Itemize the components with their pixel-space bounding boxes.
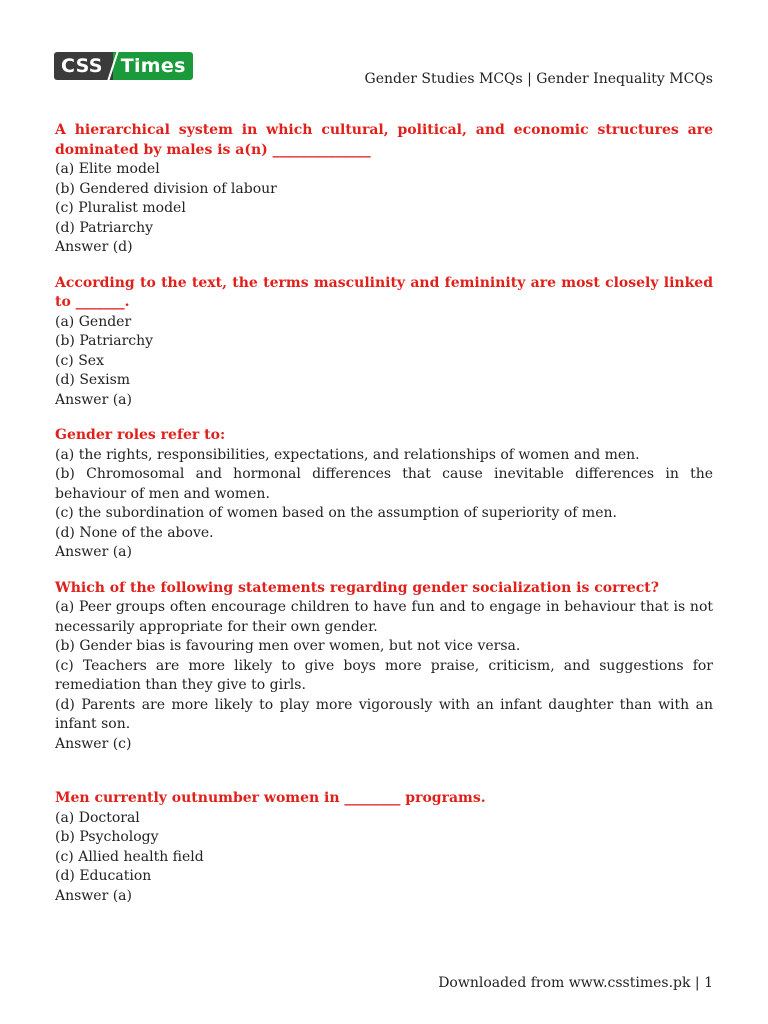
question-block <box>55 274 713 411</box>
answer-text: Answer (a) <box>55 887 132 904</box>
question-block <box>55 579 713 755</box>
question-text: According to the text, the terms masculinity and femininity are most closely linked to _______. <box>55 274 713 310</box>
option-a: (a) Peer groups often encourage children to have fun and to engage in behaviour that is not necessarily appropriate for their own gender. <box>55 599 713 635</box>
option-c: (c) Allied health field <box>55 848 204 865</box>
answer-text: Answer (a) <box>55 391 132 408</box>
question-text: Which of the following statements regarding gender socialization is correct? <box>55 579 659 596</box>
option-d: (d) None of the above. <box>55 524 214 541</box>
logo-times-text: Times <box>113 52 193 80</box>
option-d: (d) Patriarchy <box>55 219 154 236</box>
question-block <box>55 121 713 258</box>
option-d: (d) Sexism <box>55 372 131 388</box>
logo-css-text: CSS <box>54 52 113 80</box>
answer-text: Answer (a) <box>55 544 132 560</box>
mcq-list <box>55 121 713 922</box>
option-c: (c) Pluralist model <box>55 200 186 216</box>
option-a: (a) the rights, responsibilities, expectations, and relationships of women and men. <box>55 446 640 463</box>
option-a: (a) Gender <box>55 313 132 330</box>
option-a: (a) Elite model <box>55 161 160 177</box>
question-text: Men currently outnumber women in ________ programs. <box>55 790 486 806</box>
option-b: (b) Psychology <box>55 829 159 845</box>
option-b: (b) Gendered division of labour <box>55 180 277 197</box>
option-c: (c) the subordination of women based on the assumption of superiority of men. <box>55 505 617 521</box>
answer-text: Answer (d) <box>55 239 133 255</box>
option-a: (a) Doctoral <box>55 809 140 826</box>
question-block <box>55 789 713 906</box>
csstimes-logo <box>54 52 193 80</box>
option-c: (c) Sex <box>55 352 104 369</box>
option-b: (b) Chromosomal and hormonal differences that cause inevitable differences in the behaviour of men and women. <box>55 466 713 502</box>
option-d: (d) Education <box>55 868 152 884</box>
option-d: (d) Parents are more likely to play more vigorously with an infant daughter than with an infant son. <box>55 696 713 732</box>
question-text: Gender roles refer to: <box>55 427 226 443</box>
answer-text: Answer (c) <box>55 735 132 752</box>
page-footer: Downloaded from www.csstimes.pk | 1 <box>438 975 713 991</box>
question-text: A hierarchical system in which cultural, political, and economic structures are dominated by males is a(n) ______________ <box>55 122 713 158</box>
option-b: (b) Gender bias is favouring men over women, but not vice versa. <box>55 638 521 654</box>
page-header-title: Gender Studies MCQs | Gender Inequality MCQs <box>364 71 713 87</box>
option-c: (c) Teachers are more likely to give boys more praise, criticism, and suggestions for remediation than they give to girls. <box>55 657 713 693</box>
option-b: (b) Patriarchy <box>55 333 154 349</box>
question-block <box>55 426 713 563</box>
